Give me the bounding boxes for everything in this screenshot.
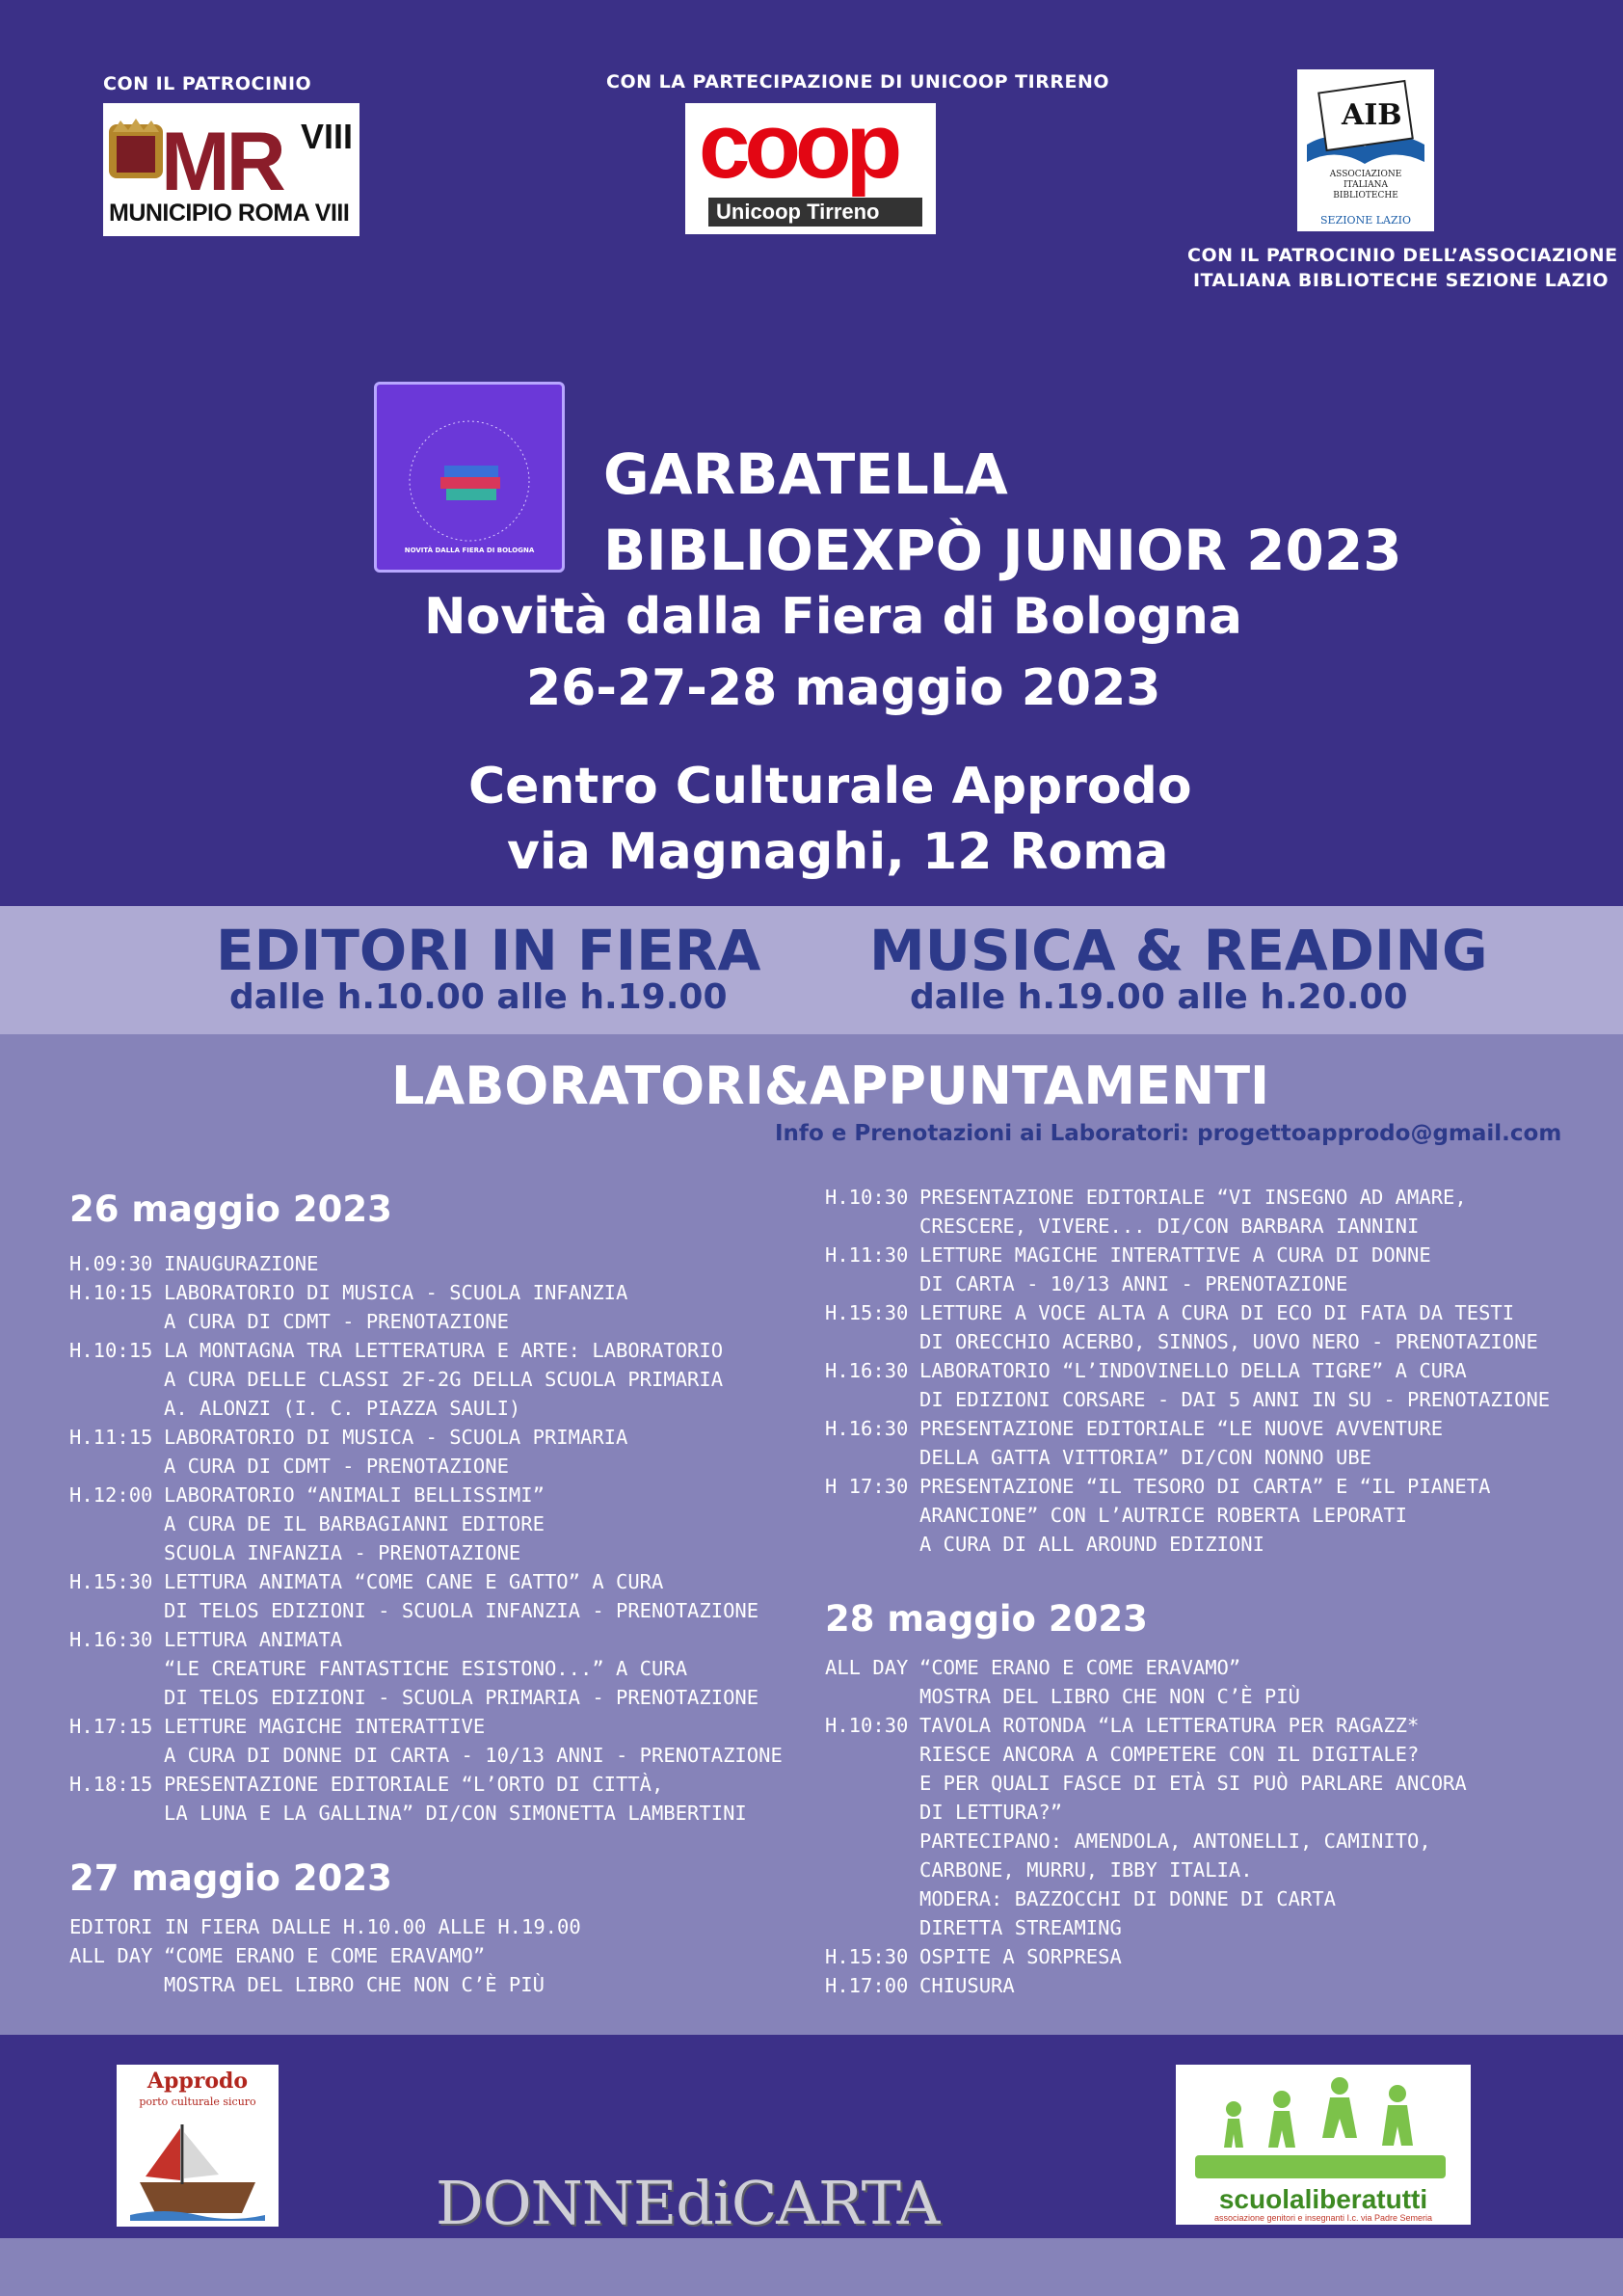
event-description-line: PRESENTAZIONE EDITORIALE “LE NUOVE AVVENTURE — [919, 1417, 1444, 1440]
event-description-line: DI TELOS EDIZIONI - SCUOLA PRIMARIA - PRENOTAZIONE — [164, 1686, 759, 1709]
event-description-line: “LE CREATURE FANTASTICHE ESISTONO...” A CURA — [164, 1657, 688, 1680]
event-time: H.15:30 — [69, 1570, 153, 1593]
jumping-kids-icon — [1195, 2070, 1446, 2178]
event-entry — [825, 1711, 1467, 1942]
approdo-title: Approdo — [146, 2069, 249, 2094]
event-description-line: A CURA DI CDMT - PRENOTAZIONE — [164, 1455, 509, 1478]
event-description-line: PARTECIPANO: AMENDOLA, ANTONELLI, CAMINITO, — [919, 1829, 1431, 1853]
footer-strip — [0, 2238, 1623, 2296]
event-time: H.11:30 — [825, 1243, 909, 1267]
event-time: H.10:30 — [825, 1186, 909, 1209]
aib-mark: AIB — [1342, 98, 1402, 132]
event-entry — [825, 1183, 1467, 1241]
event-description-line: LETTURE MAGICHE INTERATTIVE — [164, 1715, 486, 1738]
event-description — [164, 1941, 545, 1999]
event-entry — [69, 1567, 758, 1625]
badge-caption: NOVITÀ DALLA FIERA DI BOLOGNA — [404, 547, 535, 554]
patronage-right-caption-2: ITALIANA BIBLIOTECHE SEZIONE LAZIO — [1193, 270, 1610, 291]
event-entry — [69, 1481, 545, 1567]
event-title-1: GARBATELLA — [603, 441, 1008, 507]
event-entry — [69, 1941, 545, 1999]
event-description — [919, 1711, 1467, 1942]
band-right-hours: dalle h.19.00 alle h.20.00 — [910, 977, 1408, 1017]
event-time: H.17:00 — [825, 1974, 909, 1997]
event-time: H.09:30 — [69, 1252, 153, 1275]
mr-caption: MUNICIPIO ROMA VIII — [109, 200, 350, 227]
event-description — [919, 1183, 1467, 1241]
donne-di-carta-logo: DONNEdiCARTA — [436, 2168, 940, 2238]
event-description-line: DI EDIZIONI CORSARE - DAI 5 ANNI IN SU - PRENOTAZIONE — [919, 1388, 1551, 1411]
event-description — [164, 1249, 318, 1278]
aib-section: SEZIONE LAZIO — [1320, 214, 1411, 227]
event-description — [919, 1942, 1122, 1971]
hours-band — [0, 906, 1623, 1034]
biblioexpo-badge — [374, 382, 565, 573]
event-time: H.10:15 — [69, 1281, 153, 1304]
event-entry — [825, 1942, 1122, 1971]
event-address: via Magnaghi, 12 Roma — [507, 823, 1169, 881]
event-description — [919, 1971, 1015, 2000]
event-entry — [69, 1423, 627, 1481]
event-time: ALL DAY — [825, 1656, 909, 1679]
patronage-center-caption: CON LA PARTECIPAZIONE DI UNICOOP TIRRENO — [606, 71, 1109, 93]
event-entry — [825, 1472, 1490, 1559]
event-description — [919, 1356, 1550, 1414]
event-time: H.15:30 — [825, 1945, 909, 1968]
coop-wordmark: coop — [699, 94, 897, 198]
event-entry — [69, 1712, 783, 1770]
event-description-line: DI CARTA - 10/13 ANNI - PRENOTAZIONE — [919, 1272, 1348, 1295]
patronage-right-caption-1: CON IL PATROCINIO DELL’ASSOCIAZIONE — [1187, 245, 1618, 266]
event-description-line: LETTURA ANIMATA “COME CANE E GATTO” A CURA — [164, 1570, 664, 1593]
band-left-title: EDITORI IN FIERA — [216, 918, 761, 983]
event-description — [164, 1336, 723, 1423]
event-description-line: RIESCE ANCORA A COMPETERE CON IL DIGITALE? — [919, 1743, 1420, 1766]
event-description-line: TAVOLA ROTONDA “LA LETTERATURA PER RAGAZZ* — [919, 1714, 1420, 1737]
scuola-subtitle: associazione genitori e insegnanti I.c. via Padre Semeria — [1213, 2213, 1433, 2223]
event-description-line: DIRETTA STREAMING — [919, 1916, 1122, 1939]
patronage-left-caption: CON IL PATROCINIO — [103, 73, 312, 94]
event-description-line: A CURA DI DONNE DI CARTA - 10/13 ANNI - PRENOTAZIONE — [164, 1744, 783, 1767]
mr-mark: MR — [161, 116, 282, 208]
event-entry — [825, 1414, 1443, 1472]
event-time: H.11:15 — [69, 1426, 153, 1449]
event-time: H.12:00 — [69, 1483, 153, 1507]
event-description-line: A CURA DI ALL AROUND EDIZIONI — [919, 1533, 1264, 1556]
event-description-line: LA LUNA E LA GALLINA” DI/CON SIMONETTA LAMBERTINI — [164, 1802, 747, 1825]
event-description-line: DELLA GATTA VITTORIA” DI/CON NONNO UBE — [919, 1446, 1371, 1469]
event-description-line: LETTURE A VOCE ALTA A CURA DI ECO DI FATA DA TESTI — [919, 1301, 1515, 1324]
event-title-2: BIBLIOEXPÒ JUNIOR 2023 — [603, 518, 1402, 583]
event-description-line: LABORATORIO DI MUSICA - SCUOLA INFANZIA — [164, 1281, 628, 1304]
event-description-line: MOSTRA DEL LIBRO CHE NON C’È PIÙ — [164, 1973, 545, 1996]
event-description — [164, 1567, 758, 1625]
coop-caption: Unicoop Tirreno — [708, 198, 922, 227]
day-27-intro: EDITORI IN FIERA DALLE H.10.00 ALLE H.19.00 — [69, 1915, 581, 1938]
event-entry — [825, 1653, 1300, 1711]
event-description — [919, 1241, 1431, 1298]
event-venue: Centro Culturale Approdo — [468, 758, 1192, 815]
scuolaliberatutti-logo — [1176, 2065, 1471, 2225]
event-time: H.16:30 — [825, 1359, 909, 1382]
event-entry — [69, 1770, 747, 1828]
event-description-line: A CURA DI CDMT - PRENOTAZIONE — [164, 1310, 509, 1333]
event-description — [164, 1625, 758, 1712]
coop-logo — [685, 94, 936, 234]
event-entry — [69, 1249, 318, 1278]
aib-caption-line: ITALIANA — [1344, 180, 1388, 190]
event-description-line: OSPITE A SORPRESA — [919, 1945, 1122, 1968]
event-description-line: LA MONTAGNA TRA LETTERATURA E ARTE: LABORATORIO — [164, 1339, 724, 1362]
aib-caption-line: BIBLIOTECHE — [1333, 191, 1398, 200]
event-description-line: ARANCIONE” CON L’AUTRICE ROBERTA LEPORATI — [919, 1504, 1408, 1527]
day-26-title: 26 maggio 2023 — [69, 1188, 392, 1230]
event-time: H.10:15 — [69, 1339, 153, 1362]
aib-caption-line: ASSOCIAZIONE — [1329, 170, 1402, 179]
event-description-line: A CURA DE IL BARBAGIANNI EDITORE — [164, 1512, 545, 1535]
event-entry — [825, 1356, 1550, 1414]
event-description-line: A. ALONZI (I. C. PIAZZA SAULI) — [164, 1397, 521, 1420]
event-description-line: PRESENTAZIONE EDITORIALE “L’ORTO DI CITTÀ, — [164, 1773, 664, 1796]
day-27-title: 27 maggio 2023 — [69, 1857, 392, 1899]
event-description-line: “COME ERANO E COME ERAVAMO” — [919, 1656, 1241, 1679]
event-time: ALL DAY — [69, 1944, 153, 1967]
approdo-logo — [117, 2065, 279, 2227]
event-description — [164, 1712, 783, 1770]
event-time: H.17:15 — [69, 1715, 153, 1738]
event-description-line: MODERA: BAZZOCCHI DI DONNE DI CARTA — [919, 1887, 1336, 1910]
event-description — [164, 1481, 545, 1567]
event-entry — [825, 1971, 1015, 2000]
event-description-line: LETTURA ANIMATA — [164, 1628, 343, 1651]
band-left-hours: dalle h.10.00 alle h.19.00 — [229, 977, 728, 1017]
program-title: LABORATORI&APPUNTAMENTI — [391, 1055, 1270, 1116]
event-description-line: PRESENTAZIONE EDITORIALE “VI INSEGNO AD AMARE, — [919, 1186, 1467, 1209]
event-time: H.16:30 — [825, 1417, 909, 1440]
event-description — [164, 1770, 747, 1828]
scuola-title: scuolaliberatutti — [1218, 2184, 1428, 2214]
event-description-line: PRESENTAZIONE “IL TESORO DI CARTA” E “IL PIANETA — [919, 1475, 1491, 1498]
approdo-subtitle: porto culturale sicuro — [139, 2096, 256, 2108]
event-description — [919, 1298, 1538, 1356]
event-description-line: “COME ERANO E COME ERAVAMO” — [164, 1944, 486, 1967]
day-28-title: 28 maggio 2023 — [825, 1598, 1148, 1640]
event-description-line: INAUGURAZIONE — [164, 1252, 319, 1275]
event-description-line: CARBONE, MURRU, IBBY ITALIA. — [919, 1858, 1253, 1882]
event-entry — [69, 1278, 627, 1336]
aib-caption — [1305, 170, 1426, 201]
event-description — [164, 1278, 627, 1336]
event-subtitle: Novità dalla Fiera di Bologna — [424, 588, 1243, 646]
ship-icon — [130, 2119, 265, 2221]
event-description — [164, 1423, 627, 1481]
event-entry — [69, 1336, 723, 1423]
header-section — [0, 0, 1623, 906]
event-description-line: CHIUSURA — [919, 1974, 1015, 1997]
event-time: H 17:30 — [825, 1475, 909, 1498]
event-description-line: LABORATORIO “ANIMALI BELLISSIMI” — [164, 1483, 545, 1507]
mr-roman-numeral: VIII — [301, 117, 354, 156]
event-description-line: A CURA DELLE CLASSI 2F-2G DELLA SCUOLA PRIMARIA — [164, 1368, 724, 1391]
book-stack-icon — [377, 385, 562, 570]
event-description-line: LABORATORIO DI MUSICA - SCUOLA PRIMARIA — [164, 1426, 628, 1449]
event-time: H.18:15 — [69, 1773, 153, 1796]
event-time: H.10:30 — [825, 1714, 909, 1737]
event-description-line: E PER QUALI FASCE DI ETÀ SI PUÒ PARLARE ANCORA — [919, 1772, 1467, 1795]
event-entry — [825, 1241, 1431, 1298]
event-description-line: LABORATORIO “L’INDOVINELLO DELLA TIGRE” A CURA — [919, 1359, 1467, 1382]
program-info-email[interactable]: Info e Prenotazioni ai Laboratori: progettoapprodo@gmail.com — [775, 1121, 1562, 1146]
open-book-icon — [1297, 69, 1434, 231]
aib-logo — [1297, 69, 1434, 231]
event-description-line: DI TELOS EDIZIONI - SCUOLA INFANZIA - PRENOTAZIONE — [164, 1599, 759, 1622]
program-section — [0, 1034, 1623, 2035]
event-description-line: SCUOLA INFANZIA - PRENOTAZIONE — [164, 1541, 521, 1564]
event-time: H.16:30 — [69, 1628, 153, 1651]
event-description-line: MOSTRA DEL LIBRO CHE NON C’È PIÙ — [919, 1685, 1300, 1708]
event-time: H.15:30 — [825, 1301, 909, 1324]
event-description — [919, 1414, 1443, 1472]
municipio-roma-viii-logo — [103, 103, 359, 236]
event-description-line: DI LETTURA?” — [919, 1801, 1063, 1824]
event-dates: 26-27-28 maggio 2023 — [526, 659, 1161, 717]
event-description — [919, 1472, 1490, 1559]
event-description-line: DI ORECCHIO ACERBO, SINNOS, UOVO NERO - PRENOTAZIONE — [919, 1330, 1538, 1353]
event-entry — [825, 1298, 1538, 1356]
event-description-line: CRESCERE, VIVERE... DI/CON BARBARA IANNINI — [919, 1215, 1420, 1238]
event-description-line: LETTURE MAGICHE INTERATTIVE A CURA DI DONNE — [919, 1243, 1431, 1267]
band-right-title: MUSICA & READING — [869, 918, 1488, 983]
event-description — [919, 1653, 1300, 1711]
event-entry — [69, 1625, 758, 1712]
